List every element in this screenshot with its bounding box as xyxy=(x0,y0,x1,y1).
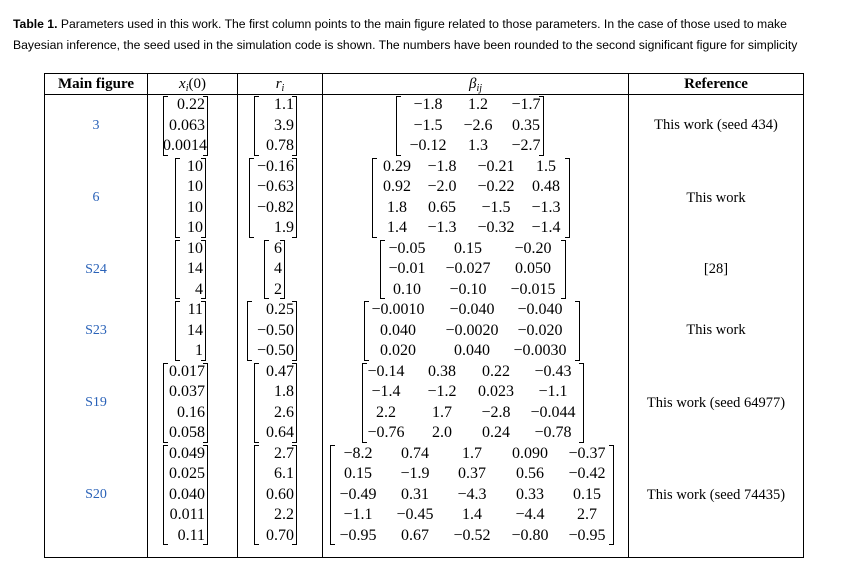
x0-value: 10 xyxy=(187,239,203,257)
x0-value: 1 xyxy=(195,342,203,359)
header-reference: Reference xyxy=(684,76,748,92)
header-x0 xyxy=(148,74,237,94)
x0-value: 0.0014 xyxy=(163,137,207,154)
x0-value: 0.037 xyxy=(169,383,205,400)
caption-label: Table 1. xyxy=(13,17,58,31)
header-r-symbol: r xyxy=(275,76,282,92)
r-value: 3.9 xyxy=(274,116,294,134)
beta-row: −1.8 1.2 −1.7 xyxy=(413,96,541,113)
r-value: 0.78 xyxy=(266,137,294,154)
reference-label: This work xyxy=(686,322,746,338)
beta-matrix xyxy=(380,240,566,300)
main-figure-label: S20 xyxy=(85,486,107,502)
r-vector xyxy=(254,363,297,443)
main-figure-label: S19 xyxy=(85,394,107,410)
beta-matrix xyxy=(330,445,614,546)
x0-vector xyxy=(163,96,208,156)
r-value: −0.50 xyxy=(256,342,294,359)
x0-vector xyxy=(175,240,206,300)
beta-matrix xyxy=(362,363,584,443)
beta-row: −1.1 −0.45 1.4 −4.4 2.7 xyxy=(343,506,597,523)
x0-value: 0.049 xyxy=(169,444,205,462)
x0-value: 0.058 xyxy=(169,424,205,441)
beta-row: 0.020 0.040 −0.0030 xyxy=(380,342,567,359)
x0-value: 14 xyxy=(187,321,203,339)
beta-row: 0.040 −0.0020 −0.020 xyxy=(380,321,563,339)
column-divider xyxy=(322,73,323,558)
reference-label: This work (seed 434) xyxy=(654,117,778,133)
header-main-figure: Main figure xyxy=(58,76,134,92)
x0-value: 0.017 xyxy=(169,362,205,380)
beta-matrix xyxy=(396,96,544,156)
x0-value: 0.22 xyxy=(177,96,205,113)
header-x0-symbol: x xyxy=(179,76,186,92)
x0-vector xyxy=(175,301,206,361)
main-figure-label: S24 xyxy=(85,261,107,277)
beta-row: −0.14 0.38 0.22 −0.43 xyxy=(367,362,572,380)
x0-value: 0.011 xyxy=(169,506,205,523)
r-value: 2.2 xyxy=(274,506,294,523)
r-value: 6.1 xyxy=(274,465,294,482)
r-value: 0.64 xyxy=(266,424,294,441)
beta-row: −8.2 0.74 1.7 0.090 −0.37 xyxy=(343,444,606,462)
x0-value: 10 xyxy=(187,178,203,195)
x0-vector xyxy=(163,363,208,443)
main-figure-label: 6 xyxy=(92,189,100,205)
table-bottom-rule xyxy=(44,557,804,558)
x0-value: 0.025 xyxy=(169,465,205,482)
column-divider xyxy=(147,73,148,558)
beta-row: 1.4 −1.3 −0.32 −1.4 xyxy=(387,219,561,236)
header-beta-symbol: β xyxy=(468,76,477,92)
x0-value: 10 xyxy=(187,219,203,236)
beta-row: 1.8 0.65 −1.5 −1.3 xyxy=(387,198,561,216)
reference-label: [28] xyxy=(703,260,729,277)
beta-row: −0.0010 −0.040 −0.040 xyxy=(371,301,563,318)
r-vector xyxy=(254,96,297,156)
beta-row: −1.4 −1.2 0.023 −1.1 xyxy=(371,383,568,400)
reference-label: This work (seed 64977) xyxy=(646,394,786,411)
x0-value: 10 xyxy=(187,198,203,216)
header-r xyxy=(238,74,322,94)
x0-value: 11 xyxy=(187,301,203,318)
beta-matrix xyxy=(372,158,570,238)
x0-value: 14 xyxy=(187,260,203,277)
beta-row: 0.29 −1.8 −0.21 1.5 xyxy=(383,157,556,175)
r-vector xyxy=(249,158,297,238)
r-value: 2.7 xyxy=(274,444,294,462)
x0-value: 10 xyxy=(187,157,203,175)
beta-row: −0.12 1.3 −2.7 xyxy=(409,137,541,154)
r-vector xyxy=(247,301,297,361)
header-beta xyxy=(323,74,628,94)
beta-row: 0.15 −1.9 0.37 0.56 −0.42 xyxy=(344,465,606,482)
beta-matrix xyxy=(364,301,580,361)
beta-row: 0.92 −2.0 −0.22 0.48 xyxy=(383,178,560,195)
r-value: 4 xyxy=(274,260,282,277)
r-value: 0.25 xyxy=(266,301,294,318)
r-value: −0.63 xyxy=(256,178,294,195)
header-r-subscript: i xyxy=(281,83,285,94)
column-divider xyxy=(237,73,238,558)
r-vector xyxy=(254,445,297,546)
r-value: 6 xyxy=(274,239,282,257)
r-value: 2 xyxy=(274,280,282,298)
beta-row: 2.2 1.7 −2.8 −0.044 xyxy=(376,403,576,421)
r-value: −0.82 xyxy=(256,198,294,216)
r-value: −0.50 xyxy=(256,321,294,339)
x0-value: 0.040 xyxy=(169,485,205,503)
header-x0-argument: (0) xyxy=(188,76,206,92)
x0-vector xyxy=(163,445,208,546)
main-figure-label: 3 xyxy=(92,118,100,133)
beta-row: −1.5 −2.6 0.35 xyxy=(413,116,540,134)
r-value: 1.1 xyxy=(274,96,294,113)
r-value: 0.47 xyxy=(266,362,294,380)
reference-label: This work (seed 74435) xyxy=(646,486,786,503)
x0-value: 4 xyxy=(195,280,203,298)
x0-value: 0.16 xyxy=(177,403,205,421)
main-figure-label: S23 xyxy=(85,323,107,338)
x0-value: 0.11 xyxy=(177,526,205,544)
beta-row: −0.01 −0.027 0.050 xyxy=(388,260,551,277)
r-value: 0.60 xyxy=(266,485,294,503)
table-caption xyxy=(13,14,838,56)
caption-text: Parameters used in this work. The first column points to the main figure related to those parameters. In the case of those used to make Bayesian inference, the seed used in the simulation code is shown. The numbers have been rounded to the second significant figure for simplicity xyxy=(13,17,798,52)
r-value: −0.16 xyxy=(256,157,294,175)
beta-row: −0.95 0.67 −0.52 −0.80 −0.95 xyxy=(339,526,606,544)
reference-label: This work xyxy=(686,189,746,206)
r-value: 1.9 xyxy=(274,219,294,236)
column-divider xyxy=(803,73,804,558)
r-value: 1.8 xyxy=(274,383,294,400)
beta-row: −0.49 0.31 −4.3 0.33 0.15 xyxy=(339,485,601,503)
r-vector xyxy=(264,240,285,300)
r-value: 0.70 xyxy=(266,526,294,544)
x0-vector xyxy=(175,158,206,238)
r-value: 2.6 xyxy=(274,403,294,421)
beta-row: −0.76 2.0 0.24 −0.78 xyxy=(367,424,572,441)
header-x0-subscript: i xyxy=(185,83,189,94)
beta-row: −0.05 0.15 −0.20 xyxy=(388,239,552,257)
beta-row: 0.10 −0.10 −0.015 xyxy=(393,280,556,298)
header-beta-subscript: ij xyxy=(476,83,483,94)
x0-value: 0.063 xyxy=(169,116,205,134)
